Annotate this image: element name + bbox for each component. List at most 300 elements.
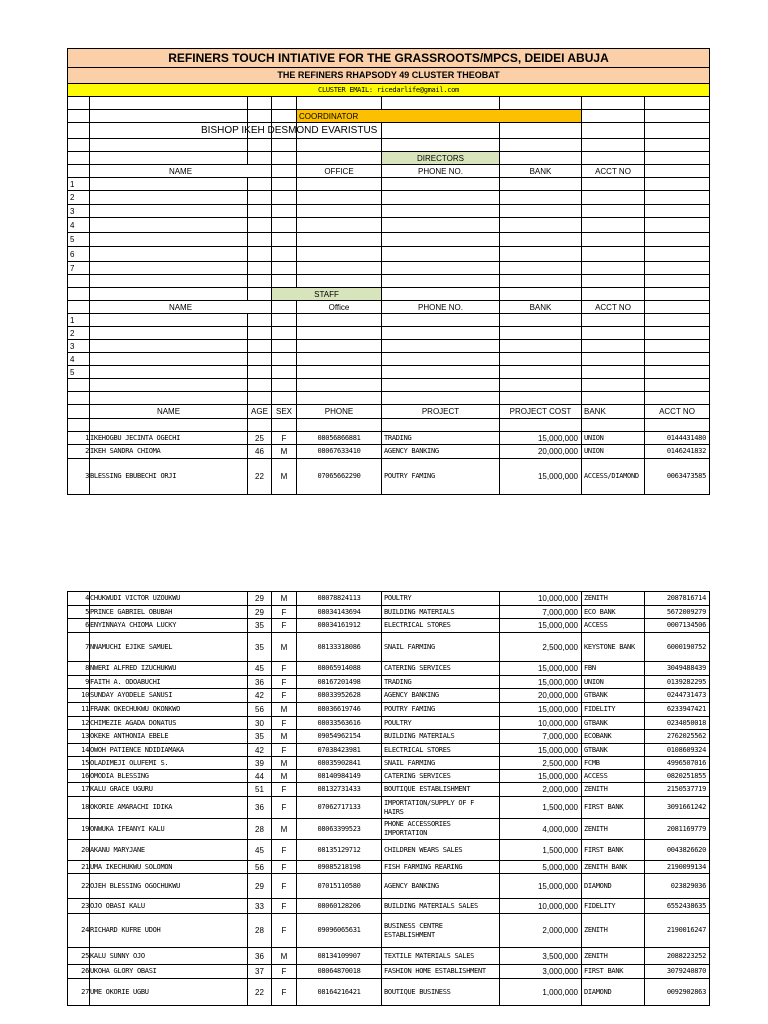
blank-cell xyxy=(296,418,382,432)
member-cost: 10,000,000 xyxy=(499,716,582,730)
blank-cell xyxy=(499,122,582,139)
member-sex: M xyxy=(271,702,297,717)
blank-cell xyxy=(644,287,710,301)
staff-cell xyxy=(581,365,645,379)
member-bank: FBN xyxy=(581,661,645,676)
staff-cell xyxy=(381,339,500,353)
blank-cell xyxy=(644,96,710,110)
member-name: FRANK OKECHUKWU OKONKWO xyxy=(89,702,248,717)
blank-cell xyxy=(644,378,710,392)
staff-cell xyxy=(381,365,500,379)
member-project: FASHION HOME ESTABLISHMENT xyxy=(381,964,500,979)
blank-cell xyxy=(581,151,645,165)
director-cell xyxy=(247,190,272,205)
blank-cell xyxy=(89,378,248,392)
cluster-email: CLUSTER EMAIL: ricedarlife@gmail.com xyxy=(67,83,710,97)
member-name: ONWUKA IFEANYI KALU xyxy=(89,818,248,840)
member-project: POULTRY xyxy=(381,716,500,730)
blank-cell xyxy=(644,274,710,288)
member-phone: 08164216421 xyxy=(296,978,382,1006)
member-age: 28 xyxy=(247,913,272,948)
member-sex: F xyxy=(271,618,297,633)
member-age: 42 xyxy=(247,743,272,757)
blank-cell xyxy=(271,109,297,123)
member-phone: 09096065631 xyxy=(296,913,382,948)
director-cell xyxy=(89,217,248,233)
member-acct: 2190099134 xyxy=(644,860,710,874)
staff-cell xyxy=(89,326,248,340)
member-phone: 07062717133 xyxy=(296,796,382,819)
member-phone: 09054962154 xyxy=(296,729,382,744)
blank-cell xyxy=(499,418,582,432)
member-phone: 08140984149 xyxy=(296,769,382,783)
member-name: OKORIE AMARACHI IDIKA xyxy=(89,796,248,819)
director-number: 2 xyxy=(67,190,90,205)
member-number: 4 xyxy=(67,591,90,606)
blank-cell xyxy=(247,274,272,288)
director-cell xyxy=(644,217,710,233)
blank-cell xyxy=(644,109,710,123)
member-project: IMPORTATION/SUPPLY OF F HAIRS xyxy=(381,796,500,819)
member-number: 11 xyxy=(67,702,90,717)
blank-cell xyxy=(581,287,645,301)
blank-cell xyxy=(67,122,90,139)
member-name: SUNDAY AYODELE SANUSI xyxy=(89,688,248,703)
member-phone: 08035902841 xyxy=(296,756,382,770)
director-cell xyxy=(247,261,272,275)
director-cell xyxy=(89,177,248,191)
member-bank: ZENITH xyxy=(581,913,645,948)
blank-cell xyxy=(499,391,582,405)
member-sex: F xyxy=(271,675,297,689)
director-cell xyxy=(499,190,582,205)
member-phone: 08033563616 xyxy=(296,716,382,730)
director-cell xyxy=(296,246,382,262)
member-bank: FCMB xyxy=(581,756,645,770)
blank-cell xyxy=(67,418,90,432)
member-phone: 08132731433 xyxy=(296,782,382,797)
staff-number: 1 xyxy=(67,313,90,327)
member-number: 24 xyxy=(67,913,90,948)
member-acct: 023829036 xyxy=(644,873,710,899)
member-acct: 3079240870 xyxy=(644,964,710,979)
member-acct: 0007134506 xyxy=(644,618,710,633)
staff-cell xyxy=(271,365,297,379)
member-bank: UNION xyxy=(581,431,645,445)
blank-cell xyxy=(67,300,90,314)
director-cell xyxy=(271,217,297,233)
member-age: 36 xyxy=(247,947,272,965)
director-cell xyxy=(296,204,382,218)
director-cell xyxy=(296,177,382,191)
member-age: 39 xyxy=(247,756,272,770)
director-cell xyxy=(581,204,645,218)
member-acct: 2762025562 xyxy=(644,729,710,744)
member-project: TRADING xyxy=(381,675,500,689)
blank-cell xyxy=(499,151,582,165)
member-bank: ZENITH xyxy=(581,782,645,797)
member-name: OJEH BLESSING OGOCHUKWU xyxy=(89,873,248,899)
blank-cell xyxy=(247,391,272,405)
member-number: 7 xyxy=(67,632,90,662)
member-bank: DIAMOND xyxy=(581,873,645,899)
director-cell xyxy=(581,190,645,205)
director-cell xyxy=(271,246,297,262)
director-cell xyxy=(381,261,500,275)
member-name: OKEKE ANTHONIA EBELE xyxy=(89,729,248,744)
sheet-title: REFINERS TOUCH INTIATIVE FOR THE GRASSROOTS/MPCS, DEIDEI ABUJA xyxy=(67,48,710,68)
blank-cell xyxy=(581,418,645,432)
staff-acct-header: ACCT NO xyxy=(581,300,645,314)
staff-name-header: NAME xyxy=(89,300,272,314)
director-cell xyxy=(581,217,645,233)
staff-cell xyxy=(581,352,645,366)
member-project: BUSINESS CENTRE ESTABLISHMENT xyxy=(381,913,500,948)
member-project: TRADING xyxy=(381,431,500,445)
member-age: 36 xyxy=(247,796,272,819)
blank-cell xyxy=(381,418,500,432)
staff-cell xyxy=(581,313,645,327)
staff-number: 2 xyxy=(67,326,90,340)
staff-cell xyxy=(499,365,582,379)
director-cell xyxy=(581,232,645,247)
coordinator-name: BISHOP IKEH DESMOND EVARISTUS xyxy=(201,125,378,136)
member-cost: 15,000,000 xyxy=(499,702,582,717)
member-sex: F xyxy=(271,964,297,979)
member-sex: F xyxy=(271,978,297,1006)
director-cell xyxy=(89,232,248,247)
member-sex: F xyxy=(271,782,297,797)
blank-cell xyxy=(67,274,90,288)
member-age: 22 xyxy=(247,458,272,495)
member-number: 17 xyxy=(67,782,90,797)
member-acct: 5672009279 xyxy=(644,605,710,619)
staff-office-header: Office xyxy=(296,300,382,314)
member-age: 36 xyxy=(247,675,272,689)
staff-cell xyxy=(296,326,382,340)
member-project: BUILDING MATERIALS xyxy=(381,605,500,619)
blank-cell xyxy=(381,138,500,152)
members-acct-header: ACCT NO xyxy=(644,404,710,419)
staff-bank-header: BANK xyxy=(499,300,582,314)
member-number: 1 xyxy=(67,431,90,445)
member-project: ELECTRICAL STORES xyxy=(381,618,500,633)
member-phone: 08036619746 xyxy=(296,702,382,717)
member-phone: 08056866881 xyxy=(296,431,382,445)
blank-cell xyxy=(67,109,90,123)
member-phone: 08034143694 xyxy=(296,605,382,619)
members-sex-header: SEX xyxy=(271,404,297,419)
member-sex: M xyxy=(271,756,297,770)
member-acct: 0139282295 xyxy=(644,675,710,689)
member-bank: GTBANK xyxy=(581,716,645,730)
blank-cell xyxy=(271,378,297,392)
staff-cell xyxy=(89,339,248,353)
member-cost: 2,500,000 xyxy=(499,756,582,770)
member-acct: 0244731473 xyxy=(644,688,710,703)
member-project: BOUTIQUE BUSINESS xyxy=(381,978,500,1006)
blank-cell xyxy=(271,274,297,288)
members-phone-header: PHONE xyxy=(296,404,382,419)
member-project: TEXTILE MATERIALS SALES xyxy=(381,947,500,965)
directors-name-header: NAME xyxy=(89,164,272,178)
member-name: NNAMUCHI EJIKE SAMUEL xyxy=(89,632,248,662)
blank-cell xyxy=(644,122,710,139)
member-phone: 09085218198 xyxy=(296,860,382,874)
member-phone: 08033952628 xyxy=(296,688,382,703)
staff-cell xyxy=(89,352,248,366)
member-phone: 08067633410 xyxy=(296,444,382,459)
member-name: NWERI ALFRED IZUCHUKWU xyxy=(89,661,248,676)
member-name: IKEHOGBU JECINTA OGECHI xyxy=(89,431,248,445)
member-name: OLADIMEJI OLUFEMI S. xyxy=(89,756,248,770)
blank-cell xyxy=(247,151,272,165)
member-cost: 2,000,000 xyxy=(499,913,582,948)
member-project: CATERING SERVICES xyxy=(381,661,500,676)
blank-cell xyxy=(89,287,248,301)
member-age: 30 xyxy=(247,716,272,730)
member-age: 44 xyxy=(247,769,272,783)
staff-cell xyxy=(381,313,500,327)
member-cost: 15,000,000 xyxy=(499,769,582,783)
member-phone: 08060128206 xyxy=(296,898,382,914)
member-age: 28 xyxy=(247,818,272,840)
director-number: 7 xyxy=(67,261,90,275)
director-cell xyxy=(644,261,710,275)
staff-number: 5 xyxy=(67,365,90,379)
blank-cell xyxy=(644,300,710,314)
member-number: 25 xyxy=(67,947,90,965)
blank-cell xyxy=(381,287,500,301)
blank-cell xyxy=(247,96,272,110)
member-name: IKEH SANDRA CHIOMA xyxy=(89,444,248,459)
member-bank: FIDELITY xyxy=(581,702,645,717)
director-cell xyxy=(499,232,582,247)
member-acct: 0063473585 xyxy=(644,458,710,495)
director-cell xyxy=(271,232,297,247)
member-age: 56 xyxy=(247,860,272,874)
member-project: POULTRY xyxy=(381,591,500,606)
member-bank: ZENITH BANK xyxy=(581,860,645,874)
member-sex: F xyxy=(271,913,297,948)
director-cell xyxy=(89,204,248,218)
member-name: AKANU MARYJANE xyxy=(89,839,248,861)
member-name: RICHARD KUFRE UDOH xyxy=(89,913,248,948)
blank-cell xyxy=(89,151,248,165)
blank-cell xyxy=(89,109,248,123)
member-number: 16 xyxy=(67,769,90,783)
member-age: 22 xyxy=(247,978,272,1006)
blank-cell xyxy=(499,138,582,152)
member-project: AGENCY BANKING xyxy=(381,444,500,459)
member-sex: M xyxy=(271,591,297,606)
blank-cell xyxy=(271,418,297,432)
member-sex: M xyxy=(271,729,297,744)
director-cell xyxy=(644,246,710,262)
member-cost: 7,000,000 xyxy=(499,605,582,619)
staff-cell xyxy=(89,365,248,379)
member-acct: 0043826620 xyxy=(644,839,710,861)
member-cost: 4,000,000 xyxy=(499,818,582,840)
member-bank: FIDELITY xyxy=(581,898,645,914)
member-name: UKOHA GLORY OBASI xyxy=(89,964,248,979)
member-number: 22 xyxy=(67,873,90,899)
member-number: 26 xyxy=(67,964,90,979)
blank-cell xyxy=(581,122,645,139)
member-cost: 15,000,000 xyxy=(499,618,582,633)
member-project: BUILDING MATERIALS SALES xyxy=(381,898,500,914)
director-cell xyxy=(581,261,645,275)
member-name: UME OKORIE UGBU xyxy=(89,978,248,1006)
member-acct: 0146241832 xyxy=(644,444,710,459)
staff-cell xyxy=(644,365,710,379)
blank-cell xyxy=(499,378,582,392)
blank-cell xyxy=(67,151,90,165)
blank-cell xyxy=(247,287,272,301)
member-acct: 6233947421 xyxy=(644,702,710,717)
member-acct: 3091661242 xyxy=(644,796,710,819)
member-acct: 6552438635 xyxy=(644,898,710,914)
member-cost: 2,000,000 xyxy=(499,782,582,797)
director-cell xyxy=(296,217,382,233)
director-cell xyxy=(271,204,297,218)
director-cell xyxy=(581,246,645,262)
director-cell xyxy=(247,217,272,233)
blank-cell xyxy=(644,164,710,178)
member-project: AGENCY BANKING xyxy=(381,688,500,703)
staff-cell xyxy=(499,326,582,340)
member-phone: 08034161912 xyxy=(296,618,382,633)
member-sex: M xyxy=(271,444,297,459)
director-cell xyxy=(644,177,710,191)
director-cell xyxy=(271,190,297,205)
staff-cell xyxy=(89,313,248,327)
blank-cell xyxy=(67,391,90,405)
member-acct: 2190016247 xyxy=(644,913,710,948)
director-cell xyxy=(581,177,645,191)
directors-label: DIRECTORS xyxy=(381,151,500,165)
blank-cell xyxy=(89,418,248,432)
staff-cell xyxy=(271,326,297,340)
director-cell xyxy=(644,232,710,247)
staff-cell xyxy=(581,326,645,340)
member-age: 42 xyxy=(247,688,272,703)
member-sex: F xyxy=(271,873,297,899)
director-cell xyxy=(499,204,582,218)
staff-label: STAFF xyxy=(271,287,382,301)
member-project: BOUTIQUE ESTABLISHMENT xyxy=(381,782,500,797)
blank-cell xyxy=(271,300,297,314)
member-cost: 10,000,000 xyxy=(499,591,582,606)
director-cell xyxy=(381,217,500,233)
member-number: 27 xyxy=(67,978,90,1006)
blank-cell xyxy=(247,418,272,432)
blank-cell xyxy=(271,151,297,165)
blank-cell xyxy=(247,109,272,123)
staff-cell xyxy=(247,326,272,340)
member-age: 25 xyxy=(247,431,272,445)
blank-cell xyxy=(581,274,645,288)
staff-cell xyxy=(644,326,710,340)
staff-cell xyxy=(247,339,272,353)
member-number: 2 xyxy=(67,444,90,459)
member-sex: M xyxy=(271,632,297,662)
member-project: POUTRY FAMING xyxy=(381,458,500,495)
member-acct: 0108609324 xyxy=(644,743,710,757)
directors-office-header: OFFICE xyxy=(296,164,382,178)
staff-number: 3 xyxy=(67,339,90,353)
member-bank: UNION xyxy=(581,675,645,689)
member-sex: F xyxy=(271,839,297,861)
director-cell xyxy=(644,190,710,205)
member-sex: M xyxy=(271,818,297,840)
sheet-subtitle: THE REFINERS RHAPSODY 49 CLUSTER THEOBAT xyxy=(67,67,710,84)
member-sex: F xyxy=(271,431,297,445)
member-bank: ACCESS xyxy=(581,618,645,633)
staff-cell xyxy=(271,352,297,366)
staff-cell xyxy=(499,352,582,366)
member-cost: 20,000,000 xyxy=(499,444,582,459)
member-project: SNAIL FARMING xyxy=(381,632,500,662)
member-acct: 3049488439 xyxy=(644,661,710,676)
member-cost: 1,000,000 xyxy=(499,978,582,1006)
staff-cell xyxy=(296,339,382,353)
member-age: 29 xyxy=(247,605,272,619)
member-name: ENYINNAYA CHIOMA LUCKY xyxy=(89,618,248,633)
blank-cell xyxy=(499,274,582,288)
member-acct: 6000190752 xyxy=(644,632,710,662)
director-cell xyxy=(381,177,500,191)
staff-cell xyxy=(499,339,582,353)
member-number: 21 xyxy=(67,860,90,874)
member-number: 14 xyxy=(67,743,90,757)
member-project: AGENCY BANKING xyxy=(381,873,500,899)
staff-cell xyxy=(381,326,500,340)
directors-acct-header: ACCT NO xyxy=(581,164,645,178)
blank-cell xyxy=(381,96,500,110)
director-cell xyxy=(381,190,500,205)
blank-cell xyxy=(67,138,90,152)
member-phone: 08078824113 xyxy=(296,591,382,606)
member-age: 33 xyxy=(247,898,272,914)
blank-cell xyxy=(247,138,272,152)
staff-cell xyxy=(644,339,710,353)
staff-cell xyxy=(247,313,272,327)
member-number: 20 xyxy=(67,839,90,861)
director-number: 4 xyxy=(67,217,90,233)
member-sex: M xyxy=(271,769,297,783)
director-cell xyxy=(247,177,272,191)
directors-phone-header: PHONE NO. xyxy=(381,164,500,178)
blank-cell xyxy=(67,164,90,178)
member-phone: 08134109907 xyxy=(296,947,382,965)
member-name: KALU SUNNY OJO xyxy=(89,947,248,965)
member-number: 15 xyxy=(67,756,90,770)
director-cell xyxy=(381,232,500,247)
member-project: ELECTRICAL STORES xyxy=(381,743,500,757)
member-name: PRINCE GABRIEL OBUBAH xyxy=(89,605,248,619)
member-number: 12 xyxy=(67,716,90,730)
members-project-header: PROJECT xyxy=(381,404,500,419)
members-age-header: AGE xyxy=(247,404,272,419)
blank-cell xyxy=(581,391,645,405)
member-phone: 07015110580 xyxy=(296,873,382,899)
member-project: PHONE ACCESSORIES IMPORTATION xyxy=(381,818,500,840)
blank-cell xyxy=(271,138,297,152)
blank-cell xyxy=(644,151,710,165)
member-acct: 0234050018 xyxy=(644,716,710,730)
member-age: 51 xyxy=(247,782,272,797)
